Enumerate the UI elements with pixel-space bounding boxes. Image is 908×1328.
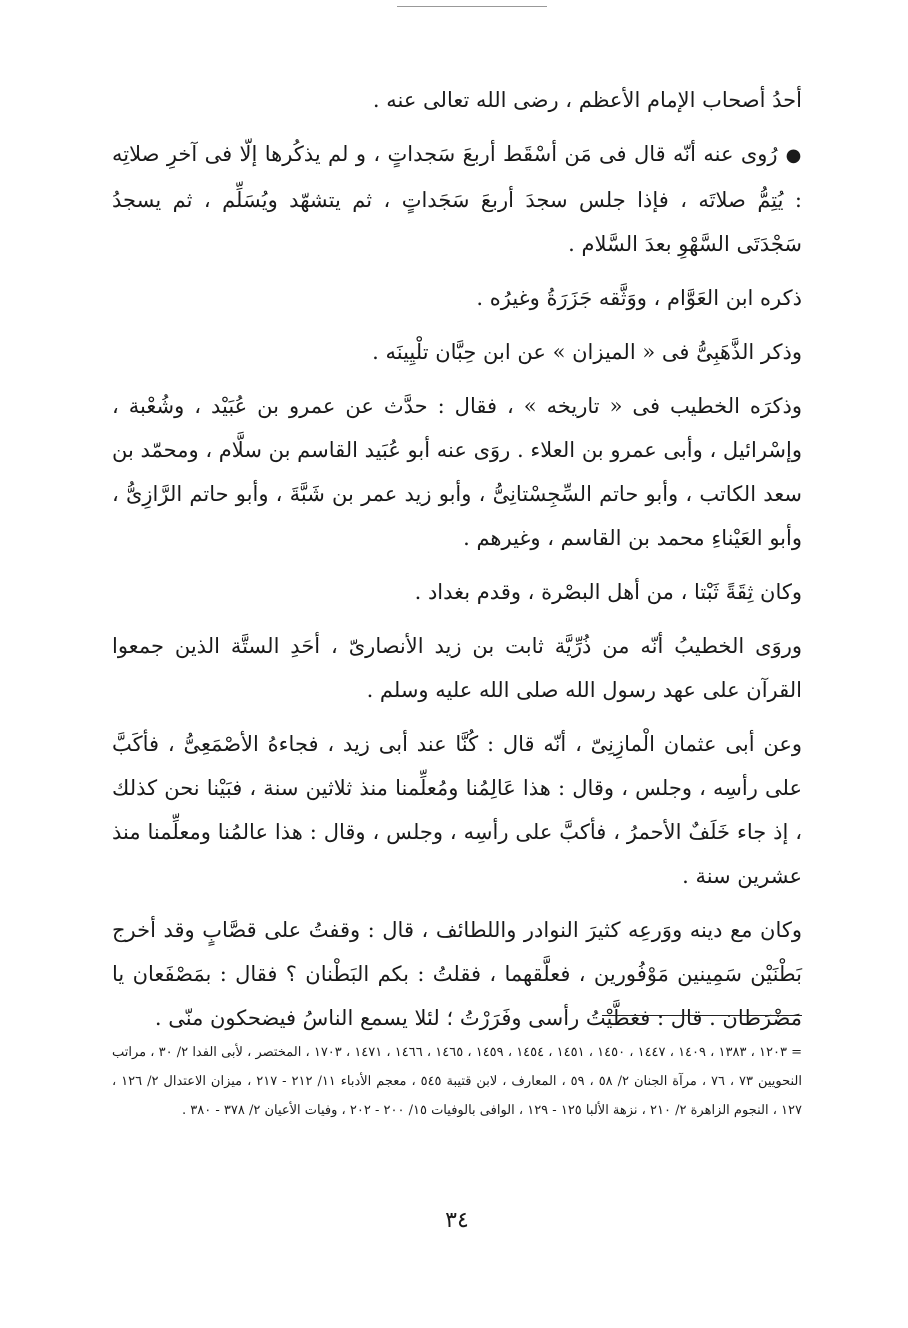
paragraph: وذكر الذَّهَبِىُّ فى « الميزان » عن ابن حِبَّان تلْيِينَه .	[372, 340, 802, 364]
paragraph: أحدُ أصحاب الإمام الأعظم ، رضى الله تعالى عنه .	[372, 88, 802, 112]
paragraph: وكان مع دينه ووَرعِه كثيرَ النوادر واللطائف ، قال : وقفتُ على قصَّابٍ وقد أخرج بَطْنَيْن سَمِينين مَوْفُورين ، فعلَّقهما ، فقلتُ : بكم البَطْنان ؟ فقال : بمَصْفَعان يا مَضْرَطان . قال : فغطَّيْتُ رأسى وفَرَرْتُ ؛ لئلا يسمع الناسُ فيضحكون منّى .	[112, 918, 802, 1030]
page-number: ٣٤	[445, 1208, 469, 1233]
footnote: = ١٢٠٣ ، ١٣٨٣ ، ١٤٠٩ ، ١٤٤٧ ، ١٤٥٠ ، ١٤٥١ ، ١٤٥٤ ، ١٤٥٩ ، ١٤٦٥ ، ١٤٦٦ ، ١٤٧١ ، ١٧٠٣ ، المختصر ، لأبى الفدا ٢/ ٣٠ ، مراتب النحويين ٧٣ ، ٧٦ ، مرآة الجنان ٢/ ٥٨ ، ٥٩ ، المعارف ، لابن قتيبة ٥٤٥ ، معجم الأدباء ١١/ ٢١٢ - ٢١٧ ، ميزان الاعتدال ٢/ ١٢٦ ، ١٢٧ ، النجوم الزاهرة ٢/ ٢١٠ ، نزهة الألبا ١٢٥ - ١٢٩ ، الوافى بالوفيات ١٥/ ٢٠٠ - ٢٠٢ ، وفيات الأعيان ٢/ ٣٧٨ - ٣٨٠ .	[112, 1045, 803, 1118]
paragraph: وذكرَه الخطيب فى « تاريخه » ، فقال : حدَّث عن عمرو بن عُبَيْد ، وشُعْبة ، وإسْرائيل ، وأبى عمرو بن العلاء . روَى عنه أبو عُبَيد القاسم بن سلَّام ، ومحمّد بن سعد الكاتب ، وأبو حاتم السِّجِسْتانِىُّ ، وأبو زيد عمر بن شَبَّةَ ، وأبو حاتم الرَّازِىُّ ، وأبو العَيْناءِ محمد بن القاسم ، وغيرهم .	[112, 394, 802, 550]
main-text	[112, 78, 802, 1040]
paragraph: وروَى الخطيبُ أنّه من ذُرِّيَّة ثابت بن زيد الأنصارىّ ، أحَدِ الستَّة الذين جمعوا القرآن على عهد رسول الله صلى الله عليه وسلم .	[112, 634, 802, 702]
paragraph-with-bullet	[112, 132, 802, 266]
paragraph-text: رُوى عنه أنّه قال فى مَن أسْقَط أربعَ سَجداتٍ ، و لم يذكُرها إلّا فى آخرِ صلاتِه : يُتِمُّ صلاتَه ، فإذا جلس سجدَ أربعَ سَجَداتٍ ، ثم يتشهّد ويُسَلِّم ، ثم يسجدُ سَجْدَتَى السَّهْوِ بعدَ السَّلام .	[112, 142, 802, 256]
paragraph: وكان ثِقَةً ثَبْتا ، من أهل البصْرة ، وقدم بغداد .	[414, 580, 802, 604]
paragraph: ذكره ابن العَوَّام ، ووَثَّقه جَزَرَةُ وغيرُه .	[476, 286, 802, 310]
bullet-icon: ●	[785, 145, 802, 166]
footnote-rule	[602, 1015, 802, 1016]
paragraph: وعن أبى عثمان الْمازِنِىّ ، أنّه قال : كُنَّا عند أبى زيد ، فجاءهُ الأصْمَعِىُّ ، فأكَبَّ على رأسِه ، وجلس ، وقال : هذا عَالِمُنا ومُعلِّمنا منذ ثلاثين سنة ، فبَيْنا نحن كذلك ، إذ جاء خَلَفٌ الأحمرُ ، فأكبَّ على رأسِه ، وجلس ، وقال : هذا عالمُنا ومعلِّمنا منذ عشرين سنة .	[112, 732, 802, 888]
book-page	[112, 0, 802, 1328]
top-rule	[397, 6, 547, 7]
